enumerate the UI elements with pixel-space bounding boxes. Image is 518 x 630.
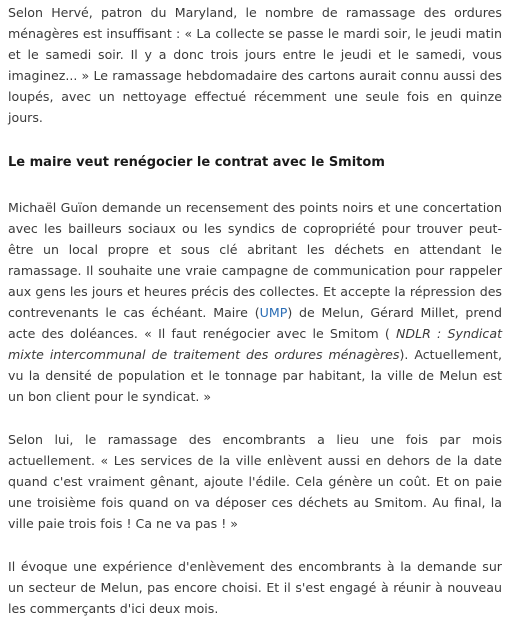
section-heading: Le maire veut renégocier le contrat avec le Smitom — [8, 155, 385, 170]
paragraph-2-part-a: Michaël Guïon demande un recensement des points noirs et une concertation avec les bailleurs sociaux ou les syndics de copropriété pour trouver peut-être un local propre et sous clé abritant les déchets en attendant le ramassage. Il souhaite une vraie campagne de communication pour rappeler aux gens les jours et heures précis des collectes. Et accepte la répression des contrevenants le cas échéant. Maire ( — [8, 200, 502, 320]
paragraph-3: Selon lui, le ramassage des encombrants a lieu une fois par mois actuellement. « Les services de la ville enlèvent aussi en dehors de la date quand c'est vraiment gênant, ajoute l'édile. Cela génère un coût. Et on paie une troisième fois quand on va déposer ces déchets au Smitom. Au final, la ville paie trois fois ! Ca ne va pas ! » — [8, 432, 502, 531]
paragraph-1: Selon Hervé, patron du Maryland, le nombre de ramassage des ordures ménagères est insuffisant : « La collecte se passe le mardi soir, le jeudi matin et le samedi soir. Il y a donc trois jours entre le jeudi et le samedi, vous imaginez... » Le ramassage hebdomadaire des cartons aurait connu aussi des loupés, avec un nettoyage effectué récemment une seule fois en quinze jours. — [8, 5, 502, 125]
ump-link[interactable]: UMP — [259, 305, 288, 320]
editor-note: NDLR : Syndicat mixte intercommunal de traitement des ordures ménagères — [8, 326, 503, 362]
paragraph-2-part-c: ). Actuellement, vu la densité de population et le tonnage par habitant, la ville de Melun est un bon client pour le syndicat. » — [8, 347, 503, 404]
paragraph-4: Il évoque une expérience d'enlèvement des encombrants à la demande sur un secteur de Melun, pas encore choisi. Et il s'est engagé à réunir à nouveau les commerçants d'ici deux mois. — [8, 559, 502, 616]
paragraph-2-part-b: ) de Melun, Gérard Millet, prend acte des doléances. « Il faut renégocier avec le Smitom ( — [8, 305, 503, 341]
paragraph-2 — [8, 197, 502, 407]
